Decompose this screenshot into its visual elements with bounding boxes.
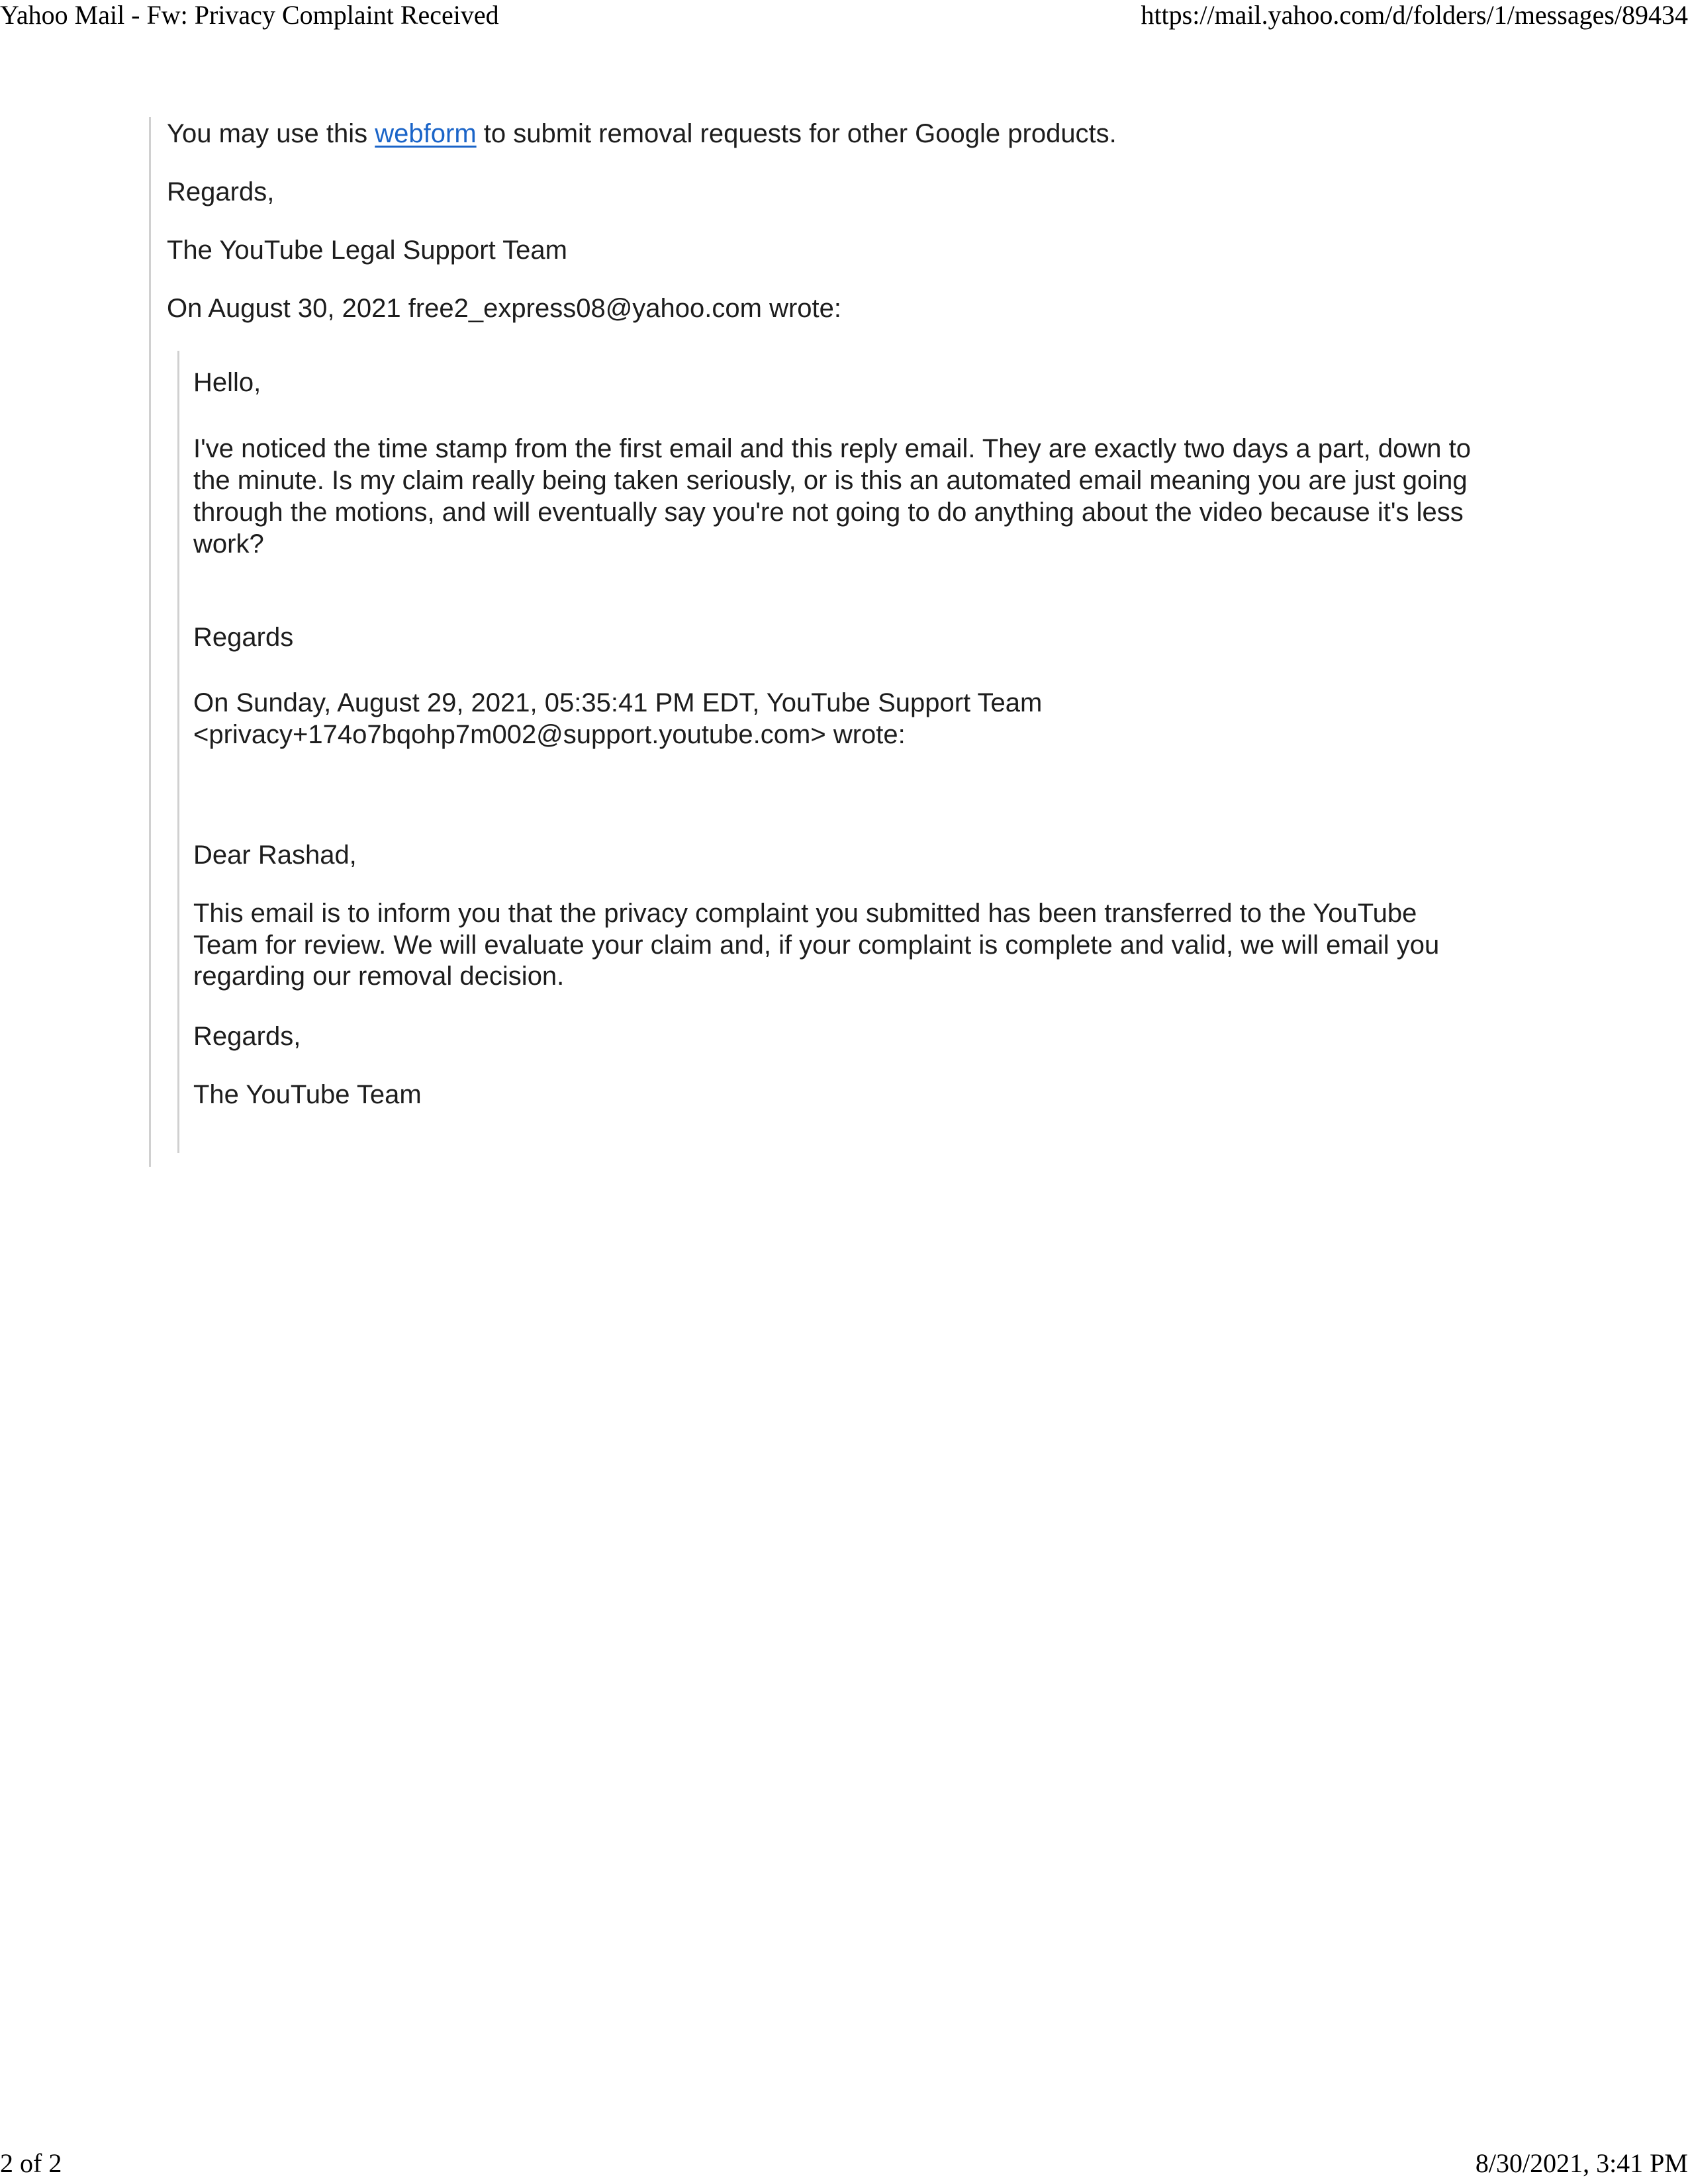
original-body-line: This email is to inform you that the privacy complaint you submitted has been transferred to the YouTube xyxy=(193,899,1417,928)
original-body-line: Team for review. We will evaluate your claim and, if your complaint is complete and valid, we will email you xyxy=(193,930,1440,960)
webform-text-before: You may use this xyxy=(167,119,375,148)
user-greeting: Hello, xyxy=(193,368,261,397)
print-header-url: https://mail.yahoo.com/d/folders/1/messages/89434 xyxy=(1141,0,1688,30)
reply-signature: The YouTube Legal Support Team xyxy=(167,236,567,265)
print-header-title: Yahoo Mail - Fw: Privacy Complaint Received xyxy=(0,0,499,30)
user-body xyxy=(193,433,1471,560)
quote-attribution-youtube xyxy=(193,687,1042,751)
quote-border-outer xyxy=(149,117,151,1167)
user-body-line: the minute. Is my claim really being taken seriously, or is this an automated email meaning you are just going xyxy=(193,466,1468,495)
original-body-line: regarding our removal decision. xyxy=(193,962,565,991)
attribution-email-line: <privacy+174o7bqohp7m002@support.youtube.com> wrote: xyxy=(193,720,906,749)
attribution-line: On Sunday, August 29, 2021, 05:35:41 PM EDT, YouTube Support Team xyxy=(193,688,1043,717)
user-closing: Regards xyxy=(193,623,294,652)
webform-text-after: to submit removal requests for other Google products. xyxy=(476,119,1117,148)
quote-border-inner xyxy=(177,351,179,1153)
webform-link[interactable]: webform xyxy=(375,119,477,148)
original-closing: Regards, xyxy=(193,1022,301,1051)
print-footer-datetime: 8/30/2021, 3:41 PM xyxy=(1475,2148,1688,2178)
quote-attribution-user: On August 30, 2021 free2_express08@yahoo.com wrote: xyxy=(167,294,842,323)
user-body-line: I've noticed the time stamp from the first email and this reply email. They are exactly two days a part, down to xyxy=(193,434,1471,463)
user-body-line: work? xyxy=(193,529,264,559)
user-body-line: through the motions, and will eventually say you're not going to do anything about the video because it's less xyxy=(193,498,1464,527)
print-footer-page: 2 of 2 xyxy=(0,2148,62,2178)
webform-paragraph xyxy=(167,118,1117,150)
original-body xyxy=(193,898,1439,993)
original-signature: The YouTube Team xyxy=(193,1080,422,1109)
original-greeting: Dear Rashad, xyxy=(193,841,357,870)
reply-closing: Regards, xyxy=(167,177,275,206)
